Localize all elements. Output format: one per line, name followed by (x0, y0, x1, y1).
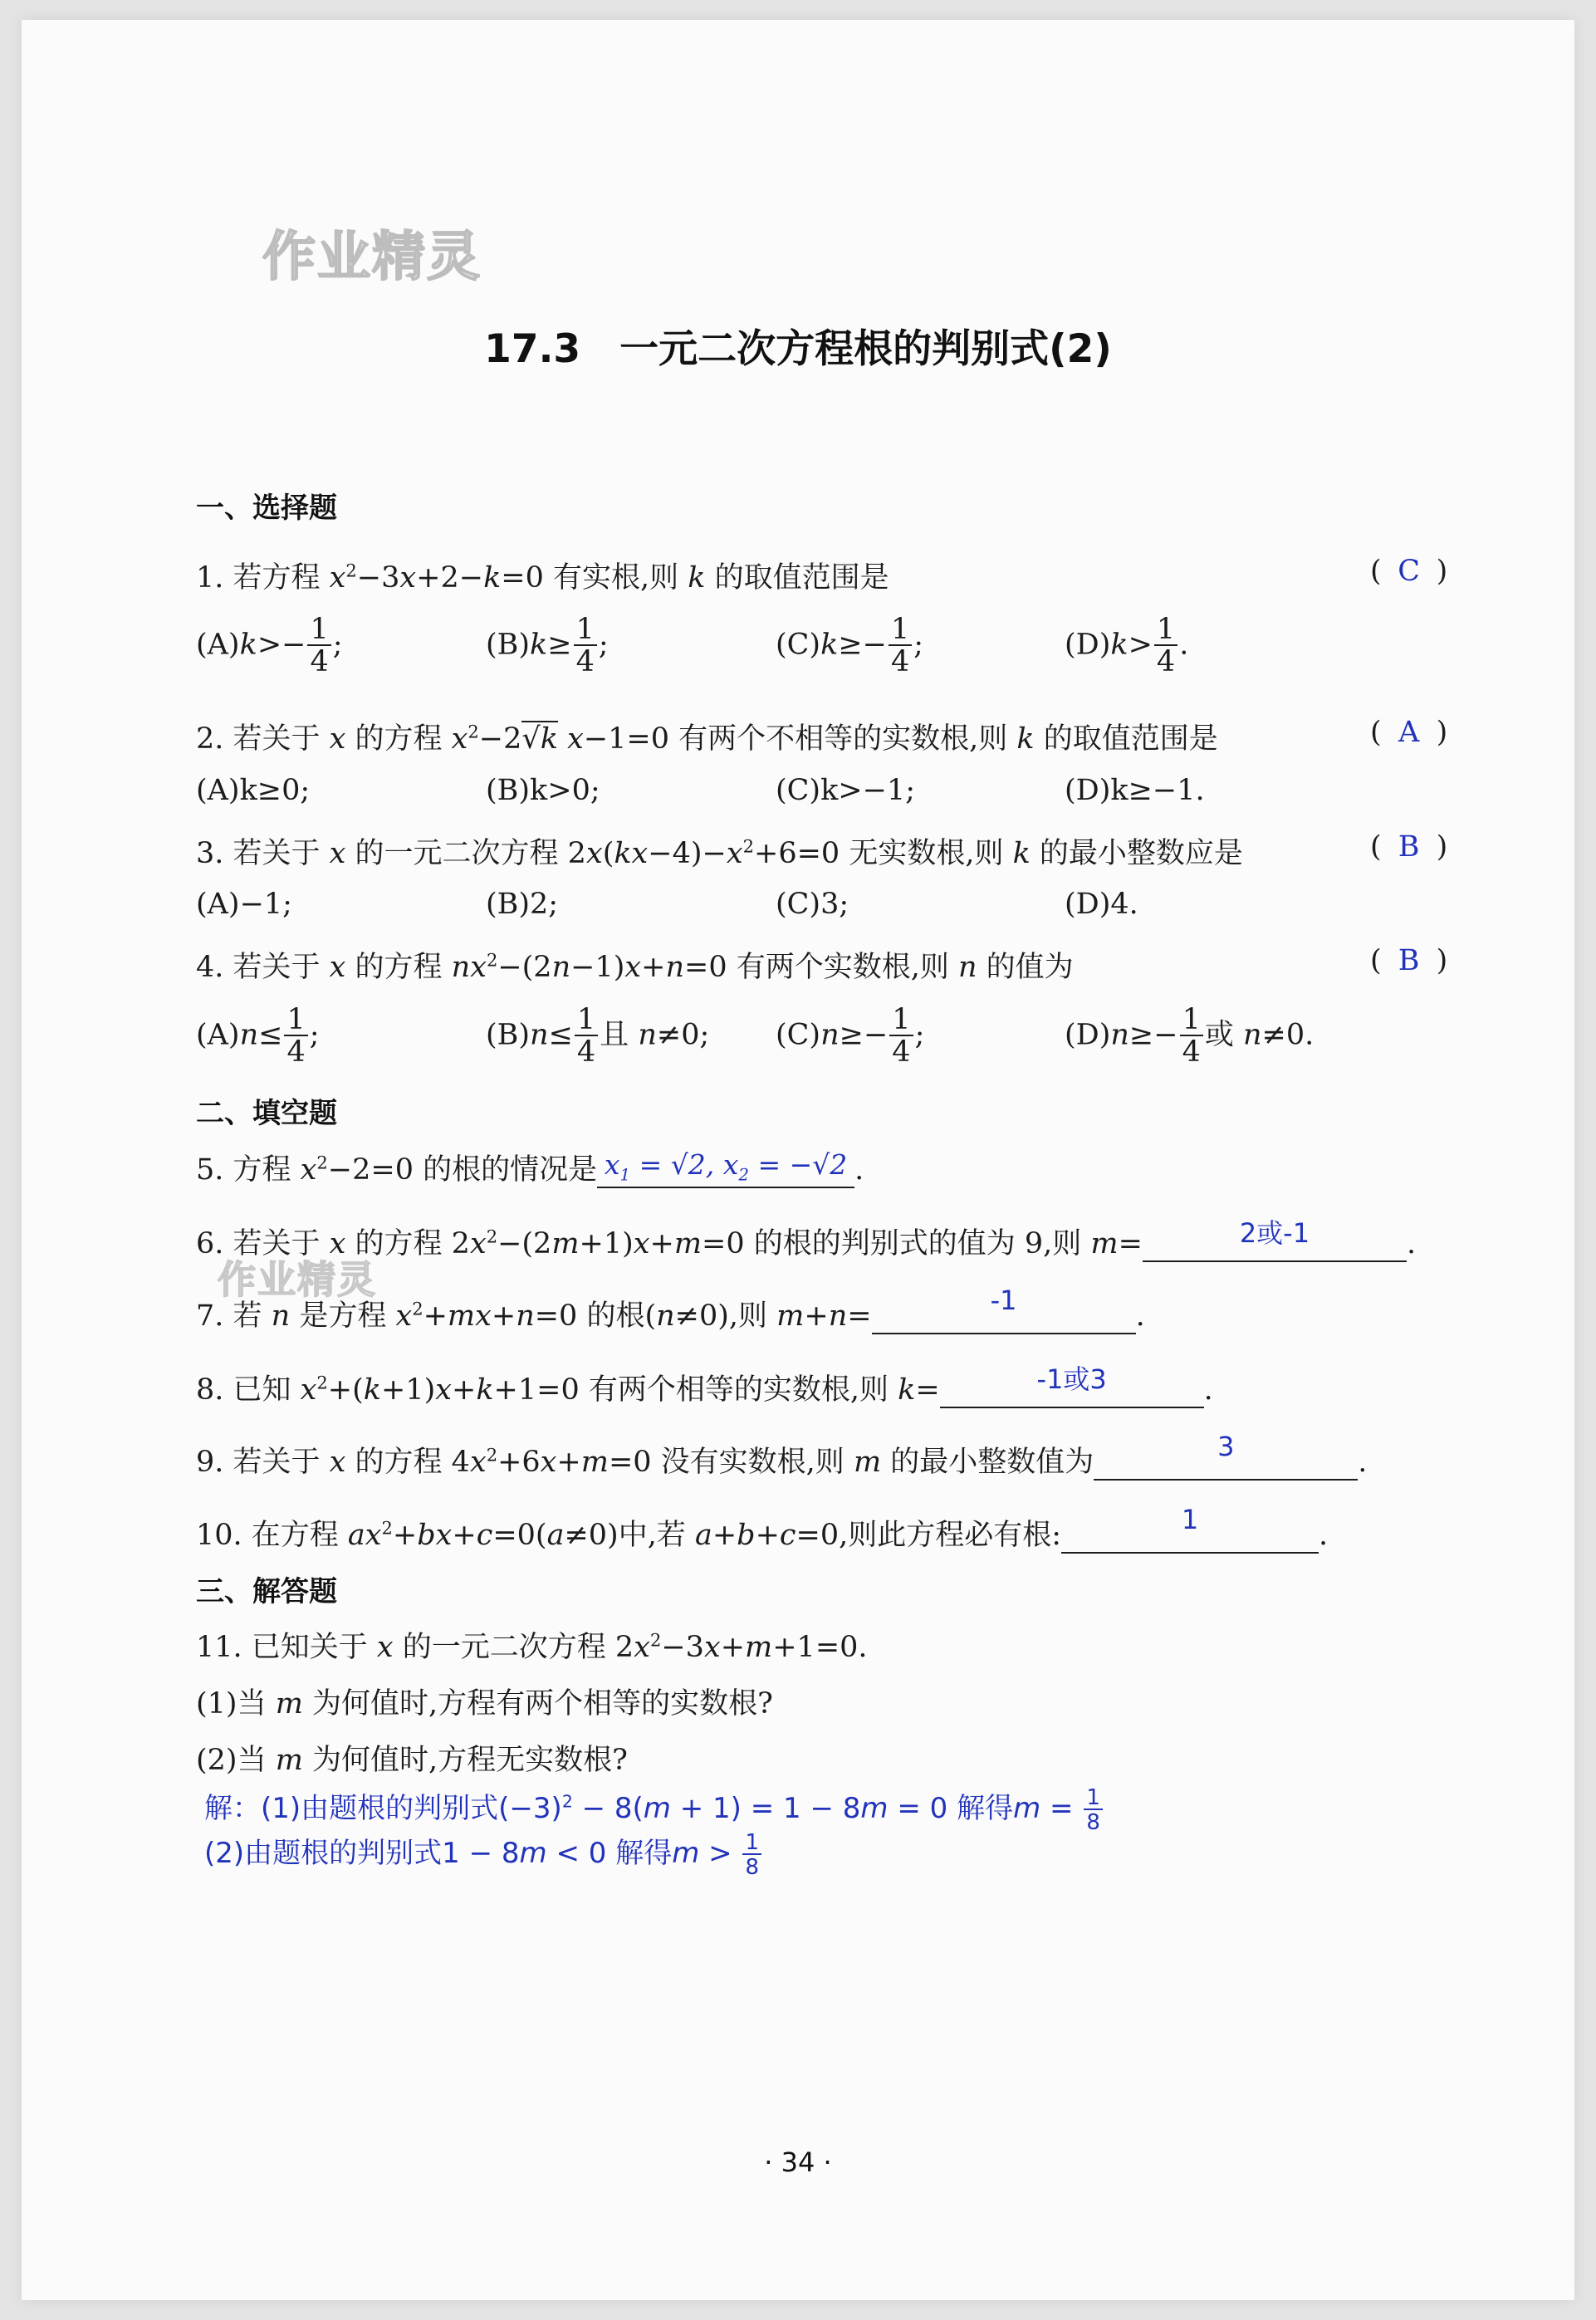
question-8-stem: 8. 已知 $x^2+(k+1)x+k+1=0$ 有两个相等的实数根,则 k= -1或3 . (196, 1367, 1213, 1408)
question-11-solution-2: (2)由题根的判别式1 − 8m < 0 解得m > $\frac{1}{8}$ (204, 1830, 763, 1878)
question-3-option-d: (D)4. (1065, 888, 1138, 921)
question-1-option-b: (B)k≥ $\frac{1}{4}$ ; (486, 613, 609, 678)
question-1-stem: 1. 若方程 $x^2-3x+2-k=0$ 有实根,则 k 的取值范围是 (196, 560, 889, 595)
fraction: $\frac{1}{4}$ (574, 615, 597, 677)
page-title: 17.3 一元二次方程根的判别式(2) (484, 326, 1112, 372)
question-1-option-a: (A)k>− $\frac{1}{4}$ ; (196, 613, 343, 678)
question-2-option-a: (A)k≥0; (196, 774, 311, 807)
question-2-option-c: (C)k>−1; (776, 774, 916, 807)
question-4-stem: 4. 若关于 x 的方程 $nx^2-(2n-1)x+n=0$ 有两个实数根,则 n 的值为 (196, 950, 1074, 984)
question-4-option-d: (D)n≥− $\frac{1}{4}$ 或 n≠0. (1065, 1003, 1314, 1069)
question-10-stem: 10. 在方程 $ax^2+bx+c=0(a\ne 0)$中,若 a+b+c=0,则此方程必有根: 1 . (196, 1504, 1329, 1552)
question-3-answer-box: ( B ) (1370, 830, 1448, 864)
question-2-option-b: (B)k>0; (486, 774, 600, 807)
question-1-answer: C (1398, 555, 1421, 588)
fraction: $\frac{1}{4}$ (575, 1006, 598, 1067)
question-4-answer: B (1398, 944, 1420, 977)
question-4-option-a: (A)n≤ $\frac{1}{4}$ ; (196, 1003, 320, 1069)
question-6-answer: 2或-1 (1239, 1217, 1310, 1249)
question-9-stem: 9. 若关于 x 的方程 $4x^2+6x+m=0$ 没有实数根,则 m 的最小整数值为 3 . (196, 1431, 1368, 1479)
question-7-stem: 7. 若 n 是方程 $x^2+mx+n=0$ 的根(n≠0),则 m+n= -1 . (196, 1285, 1145, 1333)
question-5-answer-blank (597, 1148, 854, 1188)
fraction: $\frac{1}{8}$ (1084, 1787, 1103, 1833)
question-8-answer: -1或3 (1036, 1363, 1107, 1395)
question-3-option-b: (B)2; (486, 888, 559, 921)
question-7-answer: -1 (990, 1285, 1017, 1316)
fraction: $\frac{1}{4}$ (1180, 1006, 1203, 1067)
question-1-option-c: (C)k≥− $\frac{1}{4}$ ; (776, 613, 924, 678)
question-9-answer-blank (1094, 1431, 1358, 1481)
question-9-answer: 3 (1217, 1431, 1235, 1462)
fraction: $\frac{1}{8}$ (742, 1832, 761, 1878)
question-5-answer: $x_1 = √2$, $x_2 = -√2$ (604, 1148, 848, 1185)
question-2-stem: 2. 若关于 x 的方程 $x^2-2√k$ x−1=0 有两个不相等的实数根,则 k 的取值范围是 (196, 722, 1218, 756)
question-2-answer-box: ( A ) (1370, 716, 1448, 749)
question-11-part-2: (2)当 m 为何值时,方程无实数根? (196, 1744, 628, 1777)
question-2-answer: A (1398, 716, 1420, 749)
question-1-answer-box: ( C ) (1370, 555, 1448, 588)
question-3-answer: B (1398, 830, 1420, 864)
question-3-option-a: (A)−1; (196, 888, 292, 921)
question-6-stem: 6. 若关于 x 的方程 $2x^2-(2m+1)x+m=0$ 的根的判别式的值为 9,则 m= 2或-1 . (196, 1221, 1416, 1262)
question-1-option-d: (D)k> $\frac{1}{4}$ . (1065, 613, 1189, 678)
fraction: $\frac{1}{4}$ (1154, 615, 1177, 677)
question-11-part-1: (1)当 m 为何值时,方程有两个相等的实数根? (196, 1687, 773, 1720)
question-11-solution-1: 解：(1)由题根的判别式$(-3)^2 - 8(m + 1) = 1 - 8m = 0$ 解得m = $\frac{1}{8}$ (204, 1785, 1104, 1833)
page-number: · 34 · (764, 2146, 832, 2178)
section-choice-heading: 一、选择题 (196, 492, 337, 525)
question-8-answer-blank (940, 1363, 1204, 1408)
fraction: $\frac{1}{4}$ (889, 1006, 913, 1067)
fraction: $\frac{1}{4}$ (284, 1006, 307, 1067)
question-4-option-b: (B)n≤ $\frac{1}{4}$ 且 n≠0; (486, 1003, 710, 1069)
fraction: $\frac{1}{4}$ (889, 615, 912, 677)
question-10-answer: 1 (1181, 1504, 1199, 1535)
question-4-answer-box: ( B ) (1370, 944, 1448, 977)
question-3-option-c: (C)3; (776, 888, 849, 921)
section-solve-heading: 三、解答题 (196, 1575, 337, 1608)
fraction: $\frac{1}{4}$ (307, 615, 330, 677)
question-6-answer-blank (1143, 1217, 1407, 1262)
question-4-option-c: (C)n≥− $\frac{1}{4}$ ; (776, 1003, 925, 1069)
watermark-logo-small: 作业精灵 (218, 1257, 377, 1302)
question-10-answer-blank (1061, 1504, 1319, 1554)
watermark-logo: 作业精灵 (262, 227, 482, 288)
question-11-stem: 11. 已知关于 x 的一元二次方程 $2x^2-3x+m+1=0$. (196, 1630, 868, 1664)
question-3-stem: 3. 若关于 x 的一元二次方程 $2x(kx-4)-x^2+6=0$ 无实数根,则 k 的最小整数应是 (196, 836, 1243, 870)
question-5-stem: 5. 方程 $x^2-2=0$ 的根的情况是 $x_1 = √2$, $x_2 = -√2$ . (196, 1148, 864, 1187)
section-fill-heading: 二、填空题 (196, 1097, 337, 1130)
question-7-answer-blank (872, 1285, 1136, 1334)
question-2-option-d: (D)k≥−1. (1065, 774, 1205, 807)
